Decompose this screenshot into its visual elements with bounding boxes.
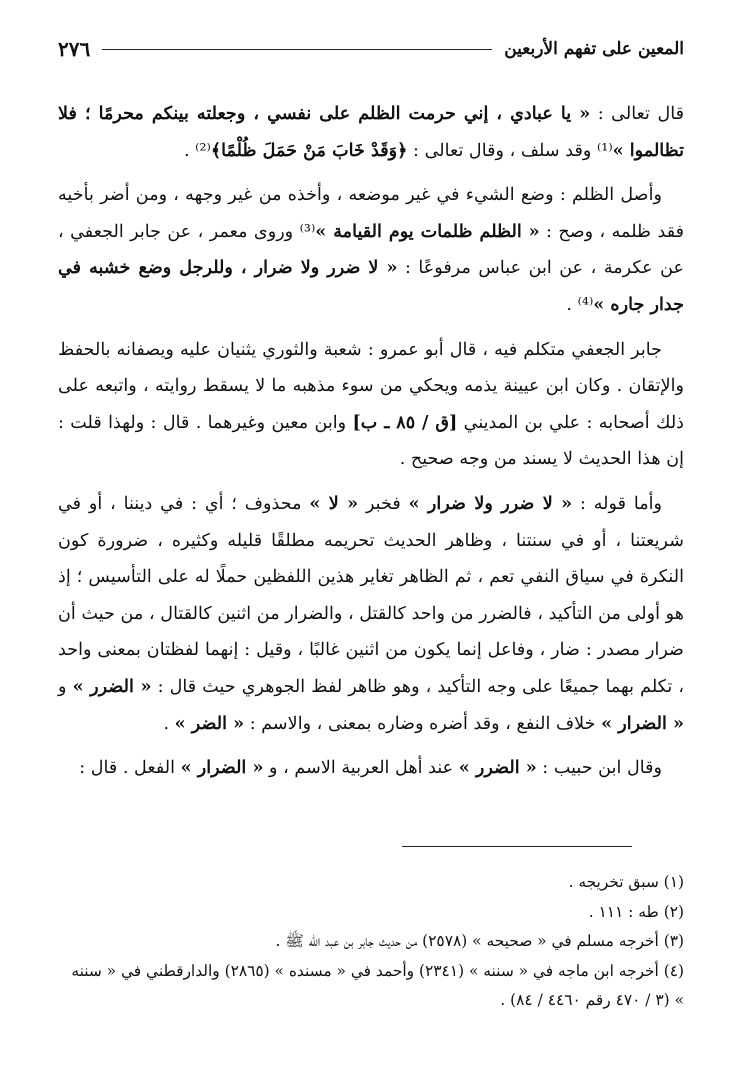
text-run: و <box>58 676 73 697</box>
text-run: خلاف النفع ، وقد أضره وضاره بمعنى ، والاسم : <box>244 713 602 734</box>
quoted-text: « لا ضرر ولا ضرار » <box>408 492 573 514</box>
paragraph <box>58 332 684 478</box>
paragraph <box>58 177 684 323</box>
quoted-text: « لا » <box>309 492 359 514</box>
page-header <box>58 34 684 64</box>
running-title: المعين على تفهم الأربعين <box>504 39 684 59</box>
text-run: وقال ابن حبيب : <box>536 758 662 779</box>
quoted-text: « لا ضرر ولا ضرار ، وللرجل وضع خشبه في جدار جاره » <box>58 257 684 315</box>
text-run: قال تعالى : <box>590 104 684 124</box>
quoted-text: « الظلم ظلمات يوم القيامة » <box>315 220 540 242</box>
text-run: ⁽¹⁾ وقد سلف ، وقال تعالى : <box>407 140 613 161</box>
quoted-text: ﴿وَقَدْ خَابَ مَنْ حَمَلَ ظُلْمًا﴾ <box>210 139 408 161</box>
footnote-divider <box>402 846 632 847</box>
footnote: (٤) أخرجه ابن ماجه في « سننه » (٢٣٤١) وأحمد في « مسنده » (٢٨٦٥) والدارقطني في « سننه » (٣ / ٤٧٠ رقم ٤٤٦٠ / ٨٤) . <box>71 961 684 1009</box>
footnotes <box>58 868 684 1016</box>
text-run: محذوف ؛ أي : في ديننا ، أو في شريعتنا ، أو في سنتنا ، وظاهر الحديث تحريمه مطلقًا قليله وكثيره ، ضرورة كون النكرة في سياق النفي تعم ، ثم الظاهر تغاير هذين اللفظين حملًا له على التأسيس ؛ إذ هو أولى من التأكيد ، فالضرر من واحد كالقتل ، والضرار من اثنين كالقتال ، من حيث أن ضرار مصدر : ضار ، وفاعل إنما يكون من اثنين غالبًا ، وقيل : إنهما لفظتان بمعنى واحد ، تكلم بهما جميعًا على وجه التأكيد ، وهو ظاهر لفظ الجوهري حيث قال : <box>58 493 685 697</box>
quoted-text: « الضر » <box>174 712 245 734</box>
quoted-text: « الضرر » <box>72 675 152 697</box>
text-run: ⁽²⁾ . <box>183 140 211 161</box>
text-run: وابن معين وغيرهما . قال : ولهذا قلت : إن هذا الحديث لا يسند من وجه صحيح . <box>58 412 684 470</box>
page-number: ٢٧٦ <box>58 37 91 61</box>
paragraph <box>58 750 684 787</box>
footnote: (٢) طه : ١١١ . <box>588 902 684 921</box>
quoted-text: « الضرر » <box>458 757 537 779</box>
quoted-text: « الضرار » <box>601 712 684 734</box>
footnote: (٣) أخرجه مسلم في « صحيحه » (٢٥٧٨) من حديث جابر بن عبد الله ﷺ . <box>275 932 684 950</box>
quoted-text: « الضرار » <box>180 757 264 779</box>
text-run: ⁽⁴⁾ . <box>566 294 594 315</box>
paragraph <box>58 486 684 742</box>
main-text <box>58 96 684 795</box>
text-run: وأما قوله : <box>572 493 663 514</box>
text-run: ⁽³⁾ وروى معمر ، عن جابر الجعفي ، عن عكرمة ، عن ابن عباس مرفوعًا : <box>58 221 684 279</box>
text-run: الفعل . قال : <box>79 758 181 779</box>
footnote: (١) سبق تخريجه . <box>568 873 684 891</box>
paragraph <box>58 96 684 169</box>
text-run: جابر الجعفي متكلم فيه ، قال أبو عمرو : شعبة والثوري يثنيان عليه ويصفانه بالحفظ والإتقان . وكان ابن عيينة يذمه ويحكي من سوء مذهبه ما لا يسقط روايته ، واتبعه على ذلك أصحابه : علي بن المديني <box>58 339 685 433</box>
text-run: فخبر <box>358 493 409 514</box>
text-run: . <box>163 713 175 734</box>
quoted-text: « يا عبادي ، إني حرمت الظلم على نفسي ، وجعلته بينكم محرمًا ؛ فلا تظالموا » <box>58 103 684 161</box>
text-run: وأصل الظلم : وضع الشيء في غير موضعه ، وأخذه من غير وجهه ، ومن أضر بأخيه فقد ظلمه ، وصح : <box>58 185 685 242</box>
text-run: عند أهل العربية الاسم ، و <box>263 758 459 779</box>
quoted-text: [ق / ٨٥ ـ ب] <box>352 411 458 433</box>
header-rule <box>102 49 492 50</box>
